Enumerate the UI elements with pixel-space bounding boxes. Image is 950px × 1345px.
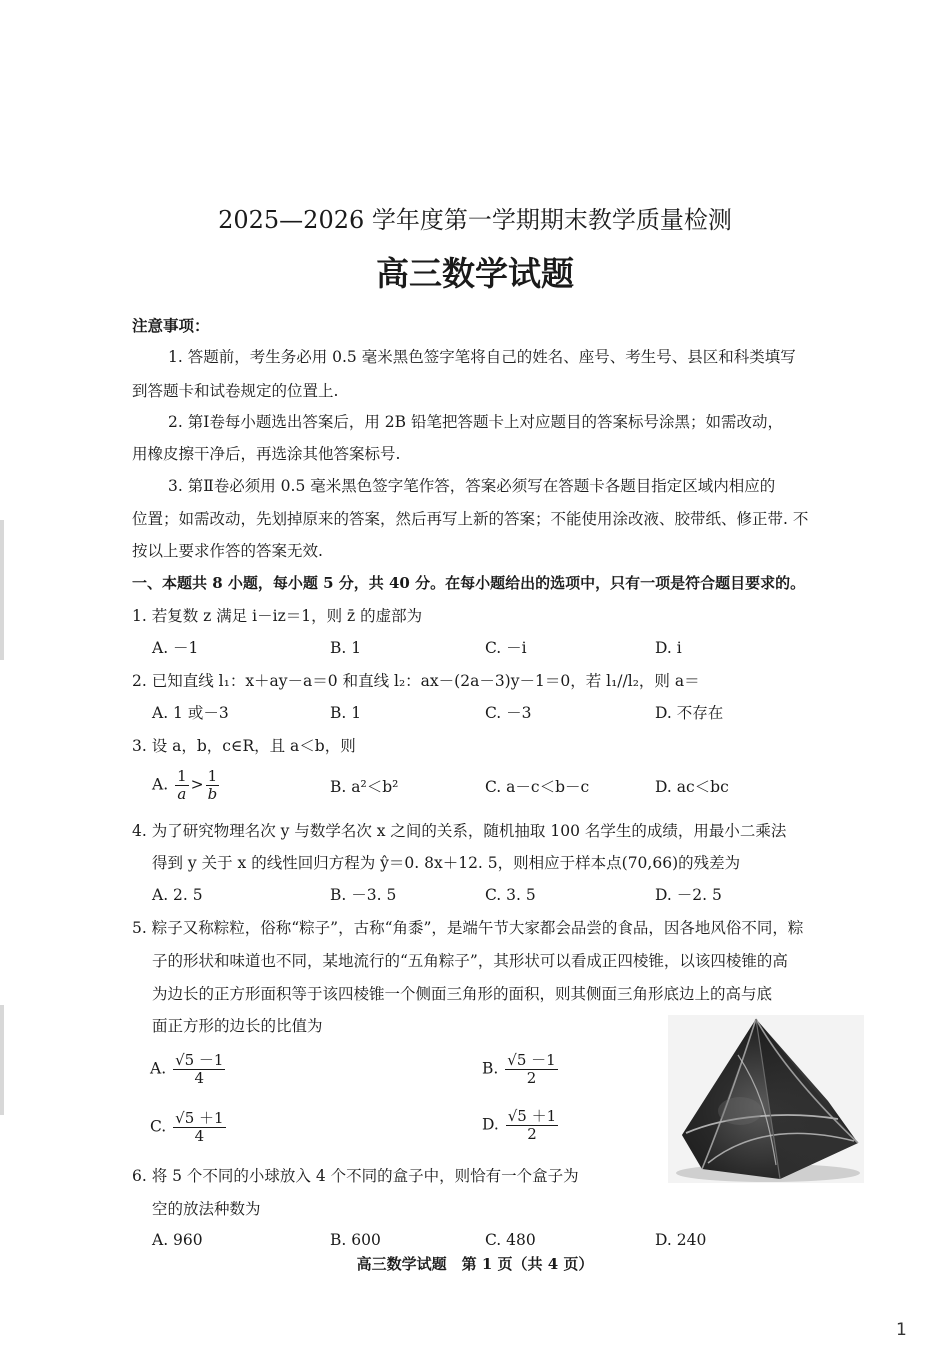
notice-item-3-line-3: 按以上要求作答的答案无效. <box>132 542 323 560</box>
q5-option-b-label: B. <box>482 1059 499 1078</box>
q3-option-b: B. a²＜b² <box>330 778 399 796</box>
scan-edge <box>0 520 4 660</box>
question-6-stem-line-2: 空的放法种数为 <box>152 1200 261 1218</box>
q6-option-c: C. 480 <box>485 1231 536 1249</box>
question-1-stem: 1. 若复数 z 满足 i－iz＝1，则 z̄ 的虚部为 <box>132 607 423 625</box>
q5-option-a-label: A. <box>150 1059 167 1078</box>
q6-option-a: A. 960 <box>152 1231 203 1249</box>
zongzi-photo-icon <box>668 1015 864 1183</box>
exam-year-title: 2025—2026 学年度第一学期期末教学质量检测 <box>218 206 732 234</box>
q5-option-c-label: C. <box>150 1117 167 1136</box>
question-4-stem-line-2: 得到 y 关于 x 的线性回归方程为 ŷ＝0. 8x＋12. 5，则相应于样本点(70,66)的残差为 <box>152 854 741 872</box>
question-2-stem: 2. 已知直线 l₁：x＋ay－a＝0 和直线 l₂：ax－(2a－3)y－1＝0，若 l₁//l₂，则 a＝ <box>132 672 700 690</box>
section-1-heading: 一、本题共 8 小题，每小题 5 分，共 40 分。在每小题给出的选项中，只有一项是符合题目要求的。 <box>132 574 806 592</box>
question-3-stem: 3. 设 a，b，c∈R，且 a＜b，则 <box>132 737 356 755</box>
q4-option-b: B. －3. 5 <box>330 886 397 904</box>
q6-option-d: D. 240 <box>655 1231 707 1249</box>
question-5-stem-line-1: 5. 粽子又称粽粒，俗称“粽子”，古称“角黍”，是端午节大家都会品尝的食品，因各地风俗不同，粽 <box>132 919 804 937</box>
question-5-stem-line-3: 为边长的正方形面积等于该四棱锥一个侧面三角形的面积，则其侧面三角形底边上的高与底 <box>152 985 773 1003</box>
q5-option-d-label: D. <box>482 1115 499 1134</box>
q1-option-d: D. i <box>655 639 682 657</box>
relation-symbol: > <box>190 775 204 794</box>
q5-option-c <box>150 1110 228 1145</box>
fraction <box>173 1110 225 1145</box>
q1-option-c: C. －i <box>485 639 527 657</box>
fraction-denominator: b <box>207 785 218 803</box>
exam-main-title: 高三数学试题 <box>376 254 574 293</box>
q5-option-d <box>482 1108 560 1143</box>
fraction-numerator: 1 <box>177 767 187 785</box>
fraction-denominator: 2 <box>526 1069 537 1087</box>
fraction-denominator: 4 <box>194 1127 205 1145</box>
notice-heading: 注意事项： <box>132 316 210 335</box>
q4-option-c: C. 3. 5 <box>485 886 536 904</box>
fraction-numerator: √5 －1 <box>507 1051 556 1069</box>
q5-option-a <box>150 1052 227 1087</box>
q5-option-b <box>482 1052 560 1087</box>
notice-item-2-line-1: 2. 第Ⅰ卷每小题选出答案后，用 2B 铅笔把答题卡上对应题目的答案标号涂黑；如需改动， <box>168 413 783 431</box>
question-5-stem-line-2: 子的形状和味道也不同，某地流行的“五角粽子”，其形状可以看成正四棱锥，以该四棱锥的高 <box>152 952 788 970</box>
notice-item-3-line-2: 位置；如需改动，先划掉原来的答案，然后再写上新的答案；不能使用涂改液、胶带纸、修正带. 不 <box>132 510 809 528</box>
fraction-denominator: 4 <box>194 1069 205 1087</box>
page-footer: 高三数学试题 第 1 页（共 4 页） <box>356 1255 594 1273</box>
question-4-stem-line-1: 4. 为了研究物理名次 y 与数学名次 x 之间的关系，随机抽取 100 名学生的成绩，用最小二乘法 <box>132 822 787 840</box>
notice-item-3-line-1: 3. 第Ⅱ卷必须用 0.5 毫米黑色签字笔作答，答案必须写在答题卡各题目指定区域内相应的 <box>168 477 776 495</box>
notice-item-2-line-2: 用橡皮擦干净后，再选涂其他答案标号. <box>132 445 401 463</box>
fraction-denominator: a <box>177 785 187 803</box>
fraction-numerator: √5 －1 <box>175 1051 224 1069</box>
q3-option-c: C. a－c＜b－c <box>485 778 590 796</box>
fraction-numerator: √5 ＋1 <box>175 1109 224 1127</box>
fraction-numerator: 1 <box>207 767 218 785</box>
scan-edge <box>0 1005 4 1115</box>
q3-option-a <box>152 768 221 803</box>
fraction <box>506 1108 558 1143</box>
question-5-stem-line-4: 面正方形的边长的比值为 <box>152 1017 323 1035</box>
fraction <box>505 1052 557 1087</box>
notice-item-1-line-2: 到答题卡和试卷规定的位置上. <box>132 382 339 400</box>
zongzi-photo <box>668 1015 864 1183</box>
q2-option-d: D. 不存在 <box>655 704 724 722</box>
q3-option-a-label: A. <box>152 775 169 794</box>
question-6-stem-line-1: 6. 将 5 个不同的小球放入 4 个不同的盒子中，则恰有一个盒子为 <box>132 1167 579 1185</box>
fraction-numerator: √5 ＋1 <box>507 1107 557 1125</box>
q3-option-d: D. ac＜bc <box>655 778 729 796</box>
q4-option-a: A. 2. 5 <box>152 886 203 904</box>
page-number: 1 <box>896 1320 907 1340</box>
q1-option-b: B. 1 <box>330 639 362 657</box>
fraction <box>175 768 189 803</box>
q2-option-c: C. －3 <box>485 704 532 722</box>
q2-option-a: A. 1 或－3 <box>152 704 229 722</box>
q1-option-a: A. －1 <box>152 639 199 657</box>
notice-item-1-line-1: 1. 答题前，考生务必用 0.5 毫米黑色签字笔将自己的姓名、座号、考生号、县区和科类填写 <box>168 348 796 366</box>
fraction <box>206 768 220 803</box>
fraction-denominator: 2 <box>527 1125 537 1143</box>
q6-option-b: B. 600 <box>330 1231 381 1249</box>
q4-option-d: D. －2. 5 <box>655 886 722 904</box>
q2-option-b: B. 1 <box>330 704 362 722</box>
fraction <box>173 1052 225 1087</box>
